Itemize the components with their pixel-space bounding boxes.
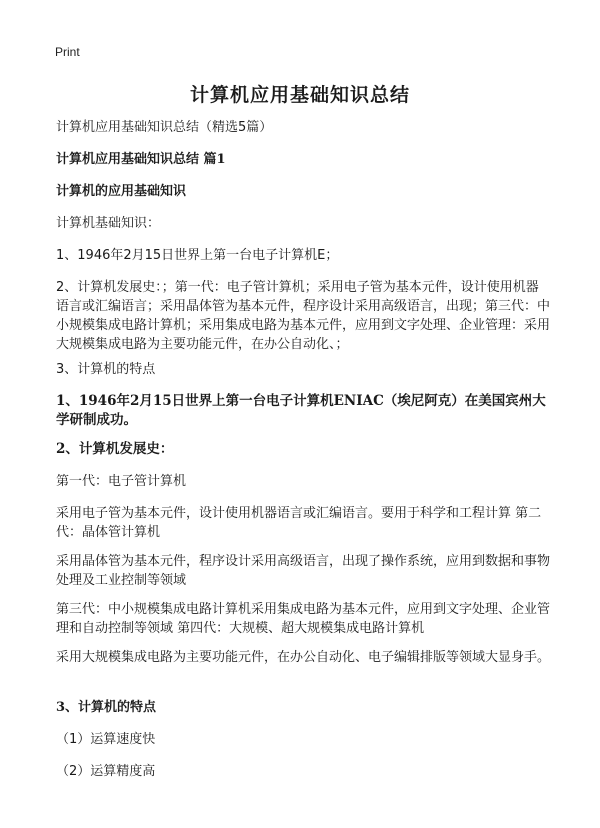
- page-title: 计算机应用基础知识总结: [189, 84, 410, 106]
- paragraph: 采用电子管为基本元件，设计使用机器语言或汇编语言。要用于科学和工程计算 第二代：晶体管计算机: [56, 506, 542, 540]
- list-item: （1）运算速度快: [56, 732, 156, 747]
- section-heading: 计算机应用基础知识总结 篇1: [56, 152, 226, 167]
- bold-paragraph: 2、计算机发展史：: [56, 441, 174, 457]
- paragraph: 采用大规模集成电路为主要功能元件，在办公自动化、电子编辑排版等领域大显身手。: [56, 650, 551, 665]
- paragraph: 采用晶体管为基本元件，程序设计采用高级语言，出现了操作系统，应用到数据和事物处理及工业控制等领域: [56, 554, 551, 588]
- bold-paragraph: 3、计算机的特点: [56, 700, 157, 715]
- print-link[interactable]: Print: [55, 45, 80, 59]
- paragraph: 第一代：电子管计算机: [56, 474, 187, 489]
- paragraph: 1、1946年2月15日世界上第一台电子计算机E；: [56, 248, 339, 263]
- paragraph: 计算机基础知识：: [56, 216, 161, 231]
- bold-paragraph: 1、1946年2月15日世界上第一台电子计算机ENIAC（埃尼阿克）在美国宾州大学研制成功。: [56, 393, 546, 428]
- sub-heading: 计算机的应用基础知识: [56, 184, 187, 199]
- paragraph: 3、计算机的特点: [56, 362, 156, 377]
- paragraph: 2、计算机发展史：；第一代：电子管计算机；采用电子管为基本元件，设计使用机器语言或汇编语言；采用晶体管为基本元件，程序设计采用高级语言，出现；第三代：中小规模集成电路计算机；采用集成电路为基本元件，应用到文字处理、企业管理：采用大规模集成电路为主要功能元件，在办公自动化、；: [56, 280, 551, 352]
- list-item: （2）运算精度高: [56, 764, 156, 779]
- paragraph: 第三代：中小规模集成电路计算机采用集成电路为基本元件，应用到文字处理、企业管理和自动控制等领域 第四代：大规模、超大规模集成电路计算机: [56, 602, 551, 636]
- document-subtitle: 计算机应用基础知识总结（精选5篇）: [56, 120, 273, 135]
